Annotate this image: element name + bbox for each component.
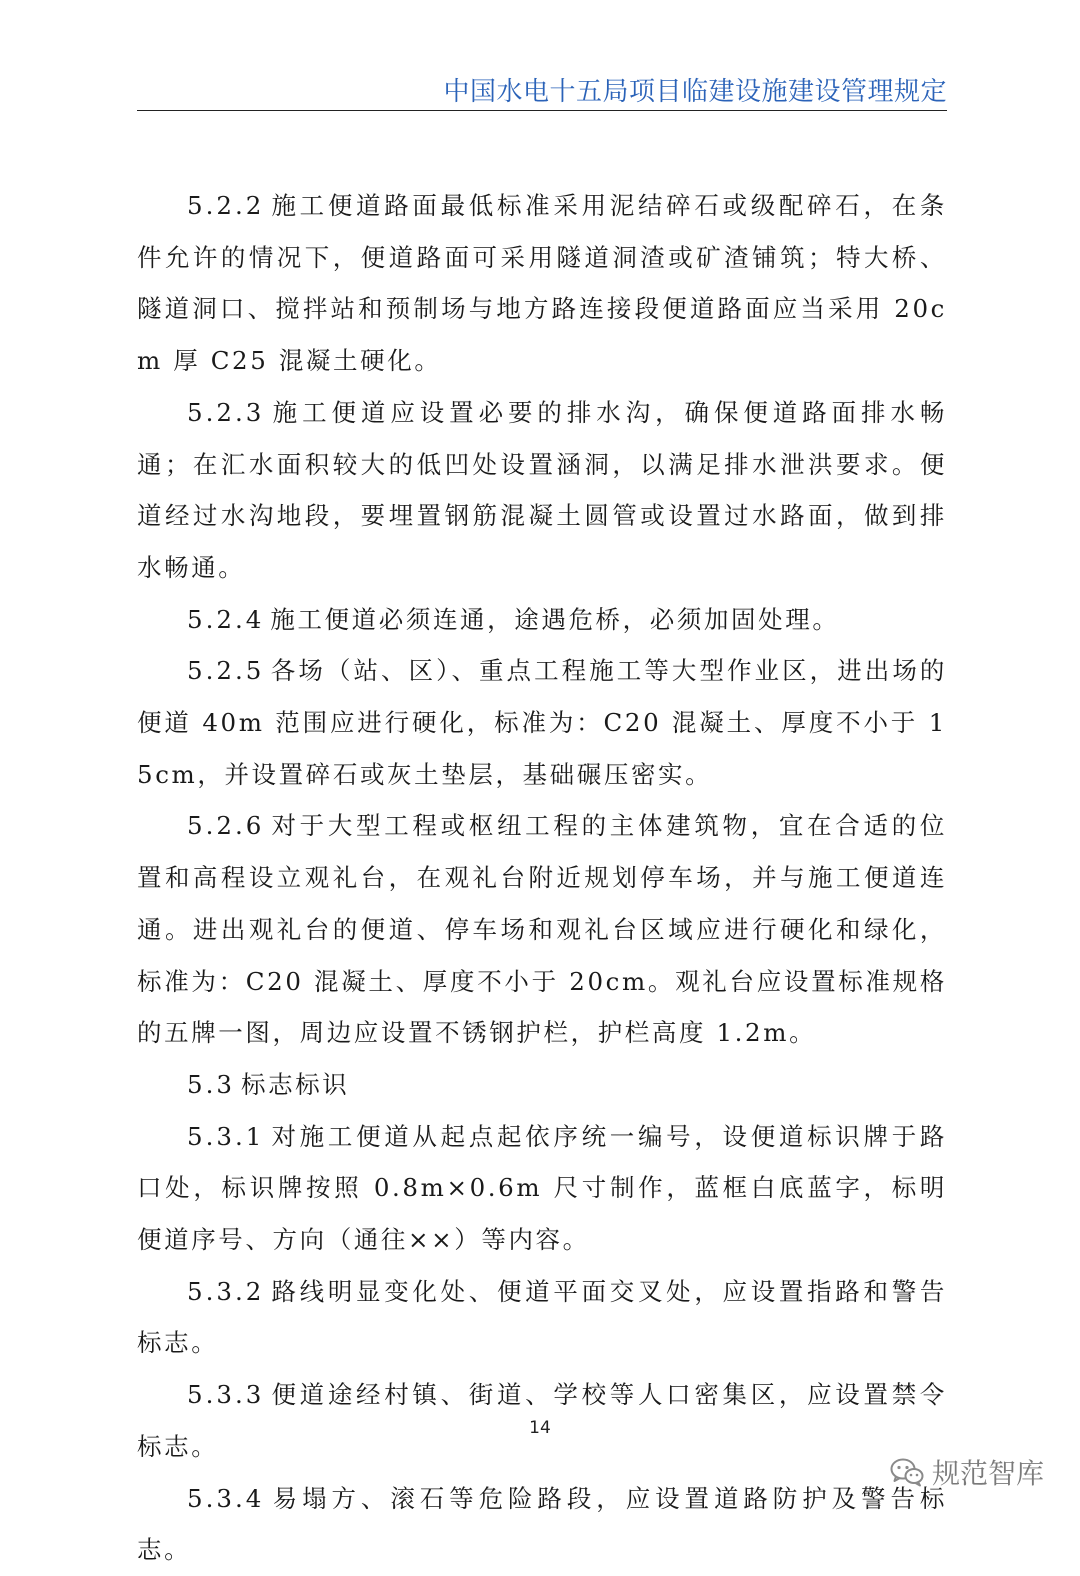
paragraph-5-2-4 [137,594,947,646]
section-heading-5-3 [137,1059,947,1111]
wechat-icon [890,1457,924,1487]
paragraph-5-2-5 [137,645,947,800]
clause-number: 5.3.3 [187,1380,265,1410]
clause-text: 易塌方、滚石等危险路段，应设置道路防护及警告标志。 [137,1483,947,1565]
clause-number: 5.3.2 [187,1276,265,1306]
clause-text: 便道途经村镇、街道、学校等人口密集区，应设置禁令标志。 [137,1380,947,1461]
clause-text: 施工便道必须连通，途遇危桥，必须加固处理。 [270,604,840,634]
paragraph-5-3-4 [137,1473,947,1576]
document-body [137,180,947,1576]
clause-number: 5.3.1 [187,1121,265,1151]
clause-text: 对施工便道从起点起依序统一编号，设便道标识牌于路口处，标识牌按照 0.8m×0.6m 尺寸制作，蓝框白底蓝字，标明便道序号、方向（通往××）等内容。 [137,1121,947,1255]
clause-text: 对于大型工程或枢纽工程的主体建筑物，宜在合适的位置和高程设立观礼台，在观礼台附近规划停车场，并与施工便道连通。进出观礼台的便道、停车场和观礼台区域应进行硬化和绿化，标准为：C20 混凝土、厚度不小于 20cm。观礼台应设置标准规格的五牌一图，周边应设置不锈钢护栏，护栏高度 1.2m。 [137,811,947,1048]
page-number: 14 [529,1418,551,1438]
clause-number: 5.2.5 [187,656,265,686]
clause-number: 5.2.2 [187,191,265,220]
section-title: 标志标识 [240,1069,350,1099]
paragraph-5-2-2 [137,180,947,387]
section-number: 5.3 [187,1069,235,1099]
document-title: 中国水电十五局项目临建设施建设管理规定 [443,77,947,107]
clause-text: 施工便道路面最低标准采用泥结碎石或级配碎石，在条件允许的情况下，便道路面可采用隧道洞渣或矿渣铺筑；特大桥、隧道洞口、搅拌站和预制场与地方路连接段便道路面应当采用 20cm 厚 C25 混凝土硬化。 [137,191,947,376]
clause-number: 5.2.6 [187,811,265,841]
clause-number: 5.2.4 [187,604,265,634]
watermark [890,1452,1044,1492]
paragraph-5-3-2 [137,1266,947,1369]
paragraph-5-2-3 [137,387,947,594]
paragraph-5-2-6 [137,800,947,1059]
page-header [137,78,947,111]
clause-text: 施工便道应设置必要的排水沟，确保便道路面排水畅通；在汇水面积较大的低凹处设置涵洞，以满足排水泄洪要求。便道经过水沟地段，要埋置钢筋混凝土圆管或设置过水路面，做到排水畅通。 [137,397,947,582]
clause-text: 路线明显变化处、便道平面交叉处，应设置指路和警告标志。 [137,1276,947,1358]
clause-number: 5.3.4 [187,1483,265,1513]
watermark-text: 规范智库 [931,1457,1044,1490]
clause-number: 5.2.3 [187,397,265,427]
clause-text: 各场（站、区）、重点工程施工等大型作业区，进出场的便道 40m 范围应进行硬化，标准为：C20 混凝土、厚度不小于 15cm，并设置碎石或灰土垫层，基础碾压密实。 [137,656,947,789]
paragraph-5-3-1 [137,1111,947,1266]
